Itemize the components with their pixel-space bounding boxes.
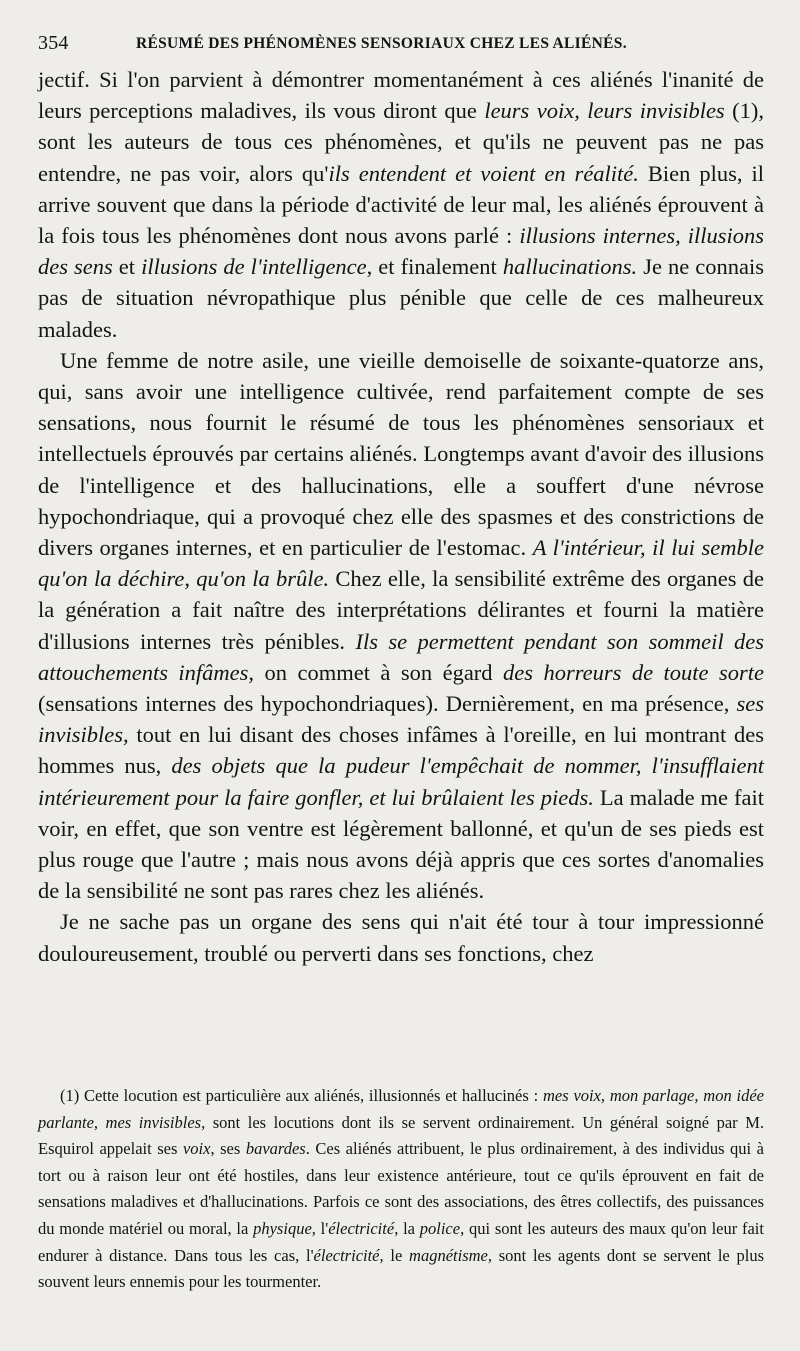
page-number: 354 [38,32,69,54]
page-header [38,32,764,60]
paragraph: Une femme de notre asile, une vieille demoiselle de soixante-quatorze ans, qui, sans avoir une intelligence cultivée, rend parfaitement compte de ses sensations, nous fournit le résumé de tous les phénomènes sensoriaux et intellectuels éprouvés par certains aliénés. Longtemps avant d'avoir des illusions de l'intelligence et des hallucinations, elle a souffert d'une névrose hypochondriaque, qui a provoqué chez elle des spasmes et des constrictions de divers organes internes, et en particulier de l'estomac. A l'intérieur, il lui semble qu'on la déchire, qu'on la brûle. Chez elle, la sensibilité extrême des organes de la génération a fait naître des interprétations délirantes et fourni la matière d'illusions internes très pénibles. Ils se permettent pendant son sommeil des attouchements infâmes, on commet à son égard des horreurs de toute sorte (sensations internes des hypochondriaques). Dernièrement, en ma présence, ses invisibles, tout en lui disant des choses infâmes à l'oreille, en lui montrant des hommes nus, des objets que la pudeur l'empêchait de nommer, l'insufflaient intérieurement pour la faire gonfler, et lui brûlaient les pieds. La malade me fait voir, en effet, que son ventre est légèrement ballonné, et qu'un de ses pieds est plus rouge que l'autre ; mais nous avons déjà appris que ces sortes d'anomalies de la sensibilité ne sont pas rares chez les aliénés. [38,347,765,904]
footnote [38,1083,764,1296]
body-text [38,64,764,969]
running-title: RÉSUMÉ DES PHÉNOMÈNES SENSORIAUX CHEZ LES ALIÉNÉS. [136,35,627,52]
footnote-text: (1) Cette locution est particulière aux aliénés, illusionnés et hallucinés : mes voix, mon parlage, mon idée parlante, mes invisibles, sont les locutions dont ils se servent ordinairement. Un général soigné par M. Esquirol appelait ses voix, ses bavardes. Ces aliénés attribuent, le plus ordinairement, à des individus qui à tort ou à raison leur ont été hostiles, dans leur existence antérieure, tout ce qu'ils éprouvent en fait de sensations maladives et d'hallucinations. Parfois ce sont des associations, des êtres collectifs, des puissances du monde matériel ou moral, la physique, l'électricité, la police, qui sont les auteurs des maux qu'on leur fait endurer à distance. Dans tous les cas, l'électricité, le magnétisme, sont les agents dont se servent le plus souvent leurs ennemis pour les tourmenter. [38,1086,764,1292]
paragraph: Je ne sache pas un organe des sens qui n'ait été tour à tour impressionné douloureusement, troublé ou perverti dans ses fonctions, chez [38,909,764,966]
paragraph: jectif. Si l'on parvient à démontrer momentanément à ces aliénés l'inanité de leurs perceptions maladives, ils vous diront que leurs voix, leurs invisibles (1), sont les auteurs de tous ces phénomènes, et qu'ils ne peuvent pas ne pas entendre, ne pas voir, alors qu'ils entendent et voient en réalité. Bien plus, il arrive souvent que dans la période d'activité de leur mal, les aliénés éprouvent à la fois tous les phénomènes dont nous avons parlé : illusions internes, illusions des sens et illusions de l'intelligence, et finalement hallucinations. Je ne connais pas de situation névropathique plus pénible que celle de ces malheureux malades. [38,67,764,342]
